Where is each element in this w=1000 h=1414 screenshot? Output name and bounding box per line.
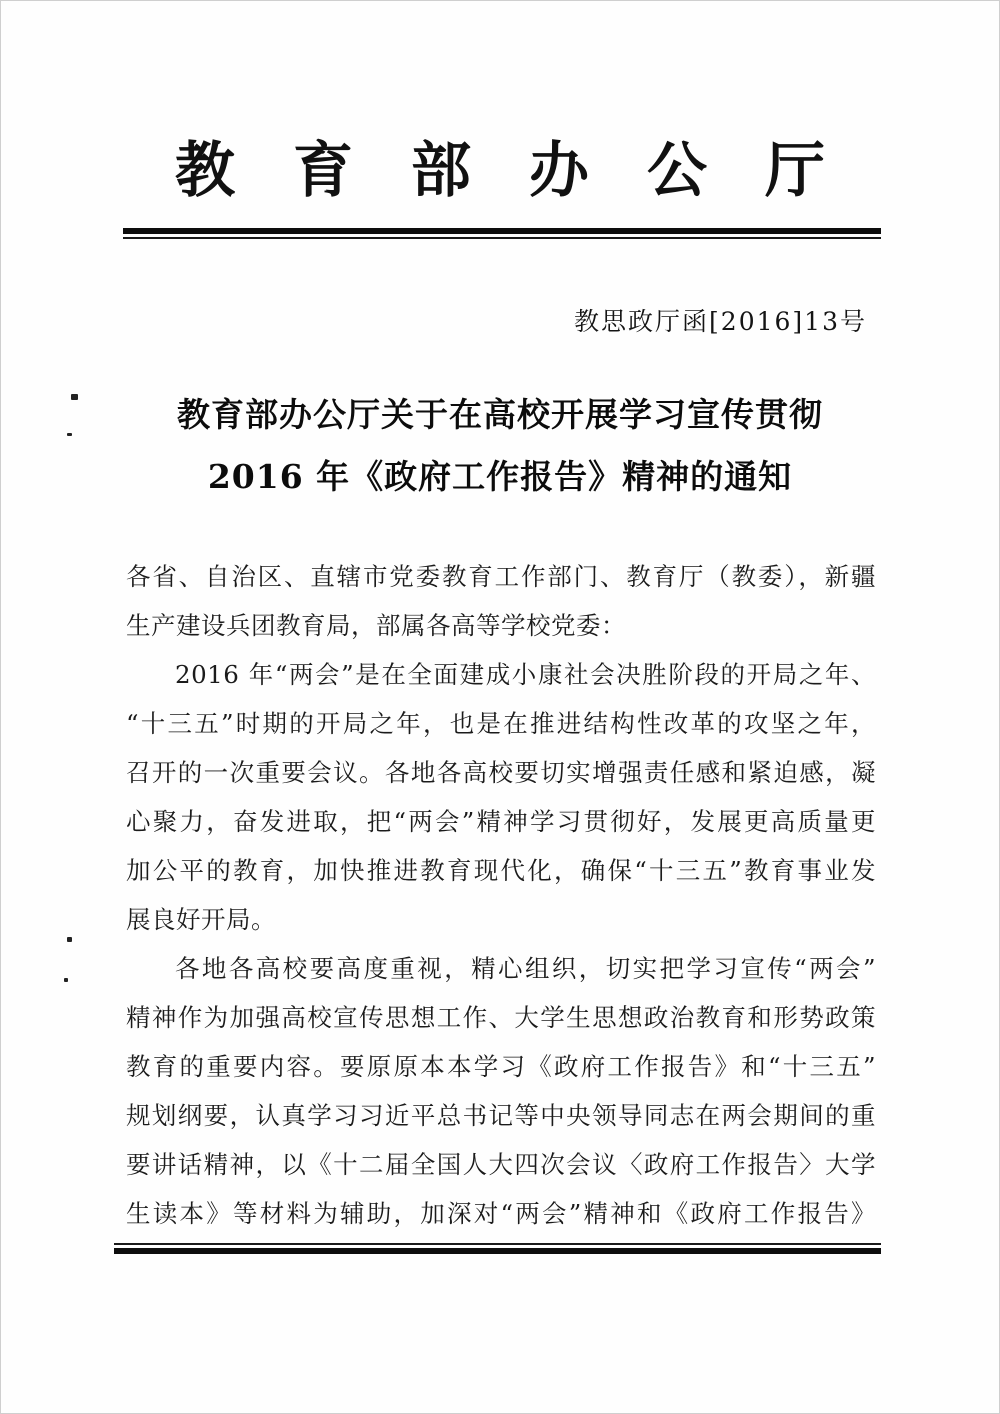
document-title-line1: 教育部办公厅关于在高校开展学习宣传贯彻: [177, 395, 823, 434]
body-line: 要讲话精神，以《十二届全国人大四次会议〈政府工作报告〉大学: [126, 1150, 876, 1179]
document-title-line2: 2016 年《政府工作报告》精神的通知: [207, 457, 793, 496]
body-line: 心聚力，奋发进取，把“两会”精神学习贯彻好，发展更高质量更: [126, 807, 876, 836]
document-number: 教思政厅函[2016]13号: [574, 307, 867, 336]
document-title: [1, 384, 999, 508]
scan-speckle: [64, 978, 68, 982]
body-line: 生读本》等材料为辅助，加深对“两会”精神和《政府工作报告》: [126, 1199, 876, 1228]
body-line: 教育的重要内容。要原原本本学习《政府工作报告》和“十三五”: [126, 1052, 876, 1081]
body-line: 2016 年“两会”是在全面建成小康社会决胜阶段的开局之年、: [175, 660, 876, 689]
body-line: 各省、自治区、直辖市党委教育工作部门、教育厅（教委），新疆: [126, 562, 876, 591]
scan-speckle: [71, 394, 78, 400]
body-line: 规划纲要，认真学习习近平总书记等中央领导同志在两会期间的重: [126, 1101, 876, 1130]
letterhead-agency-name: 教育部办公厅: [175, 136, 883, 206]
scan-speckle: [67, 937, 72, 942]
body-line: 加公平的教育，加快推进教育现代化，确保“十三五”教育事业发: [126, 856, 876, 885]
body-line: “十三五”时期的开局之年，也是在推进结构性改革的攻坚之年，: [126, 709, 876, 738]
body-line: 召开的一次重要会议。各地各高校要切实增强责任感和紧迫感，凝: [126, 758, 876, 787]
body-line: 精神作为加强高校宣传思想工作、大学生思想政治教育和形势政策: [126, 1003, 876, 1032]
footer-double-rule: [114, 1243, 881, 1254]
body-line: 展良好开局。: [126, 905, 276, 934]
header-double-rule: [123, 228, 881, 239]
document-body: [126, 552, 876, 1238]
body-line: 生产建设兵团教育局，部属各高等学校党委：: [126, 611, 626, 640]
body-line: 各地各高校要高度重视，精心组织，切实把学习宣传“两会”: [175, 954, 876, 983]
header-rule-thin-line: [123, 237, 881, 239]
scan-speckle: [67, 433, 72, 436]
footer-rule-thick-line: [114, 1248, 881, 1254]
